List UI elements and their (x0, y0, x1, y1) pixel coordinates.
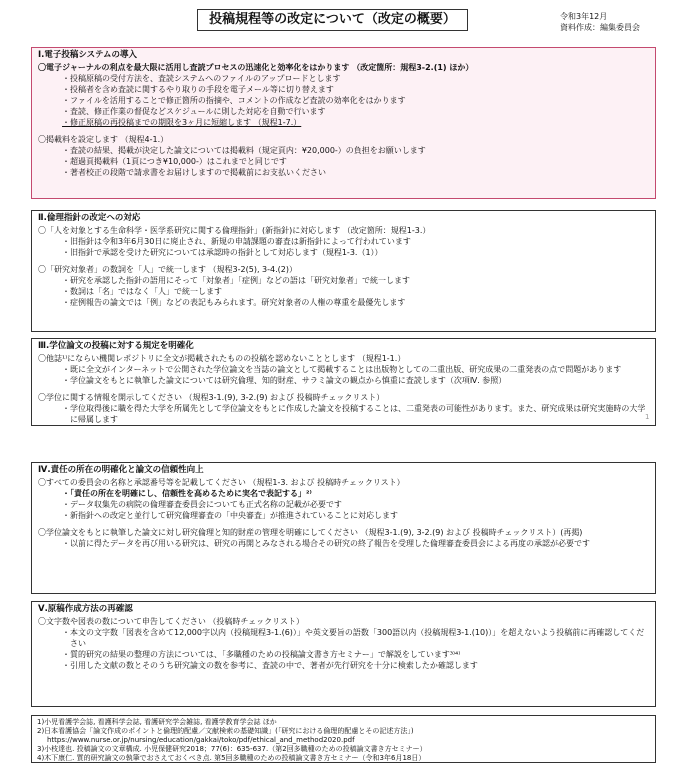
item-line: 〇他誌¹⁾にならい機関レポジトリに全文が掲載されたものの投稿を認めないこととします （規程1-1.） (38, 354, 406, 363)
page-number: 1 (645, 413, 650, 421)
item-line: 〇掲載料を設定します （規程4-1.） (38, 135, 169, 144)
item-line: 〇文字数や図表の数について申告してください （投稿時チェックリスト） (38, 617, 304, 626)
bullet-line: ・投稿者を含め査読に関するやり取りの手段を電子メール等に切り替えます (62, 85, 334, 94)
bullet-line: ・旧指針で承認を受けた研究については承認時の指針として対応します（規程1-3.（1）） (62, 248, 383, 257)
bullet-line: ・著者校正の段階で請求書をお届けしますので掲載前にお支払いください (62, 168, 326, 177)
item-line: 〇電子ジャーナルの利点を最大限に活用し査読プロセスの迅速化と効率化をはかります （改定箇所：規程3-2.(1) ほか） (38, 63, 474, 72)
bullet-line: ・投稿原稿の受付方法を、査読システムへのファイルのアップロードとします (62, 74, 341, 83)
section-heading: Ⅲ.学位論文の投稿に対する規定を明確化 (38, 341, 194, 351)
bullet-line: ・学位論文をもとに執筆した論文については研究倫理、知的財産、サラミ論文の観点から慎重に査読します（次項Ⅳ. 参照） (62, 376, 507, 385)
bullet-line: ・学位取得後に職を得た大学を所属先として学位論文をもとに作成した論文を投稿することは、二重発表の可能性があります。また、研究成果は研究実施時の大学に帰属します (62, 404, 646, 424)
bullet-line: ・質的研究の結果の整理の方法については、「多職種のための投稿論文書き方セミナー」で解説をしています³⁾⁴⁾ (62, 650, 461, 659)
item-line: 〇すべての委員会の名称と承認番号等を記載してください （規程1-3. および 投稿時チェックリスト） (38, 478, 405, 487)
section-heading: Ⅰ.電子投稿システムの導入 (38, 50, 138, 60)
reference-item: 3)小枝達也. 投稿論文の文章構成. 小児保健研究2018；77(6)：635-637.（第2回多職種のための投稿論文書き方セミナー） (37, 745, 427, 753)
bullet-line: ・旧指針は令和3年6月30日に廃止され、新規の申請課題の審査は新指針によって行われています (62, 237, 411, 246)
reference-item: 1)小児看護学会誌, 看護科学会誌, 看護研究学会雑誌, 看護学教育学会誌 ほか (37, 718, 277, 726)
section-electronic-submission (31, 47, 656, 199)
bullet-line: ・「責任の所在を明確にし、信頼性を高めるために実名で表記する」²⁾ (62, 489, 312, 498)
item-line: 〇「研究対象者」の数詞を「人」で統一します （規程3-2(5), 3-4.(2)） (38, 265, 297, 274)
item-line: 〇学位に関する情報を開示してください （規程3-1.(9), 3-2.(9) および 投稿時チェックリスト） (38, 393, 385, 402)
bullet-line: ・数詞は「名」ではなく「人」で統一します (62, 287, 222, 296)
bullet-line: ・ファイルを活用することで修正箇所の指摘や、コメントの作成など査読の効率化をはかります (62, 96, 406, 105)
item-line: 〇「人を対象とする生命科学・医学系研究に関する倫理指針」(新指針)に対応します （改定箇所：規程1-3.） (38, 226, 431, 235)
bullet-line: ・既に全文がインターネットで公開された学位論文を当誌の論文として掲載することは出版物としての二重出版、研究成果の二重発表の点で問題があります (62, 365, 622, 374)
section-responsibility (31, 462, 656, 594)
section-manuscript-format (31, 601, 656, 707)
bullet-line: ・査読の結果、掲載が決定した論文については掲載料（規定頁内：¥20,000-）の負担をお願いします (62, 146, 426, 155)
reference-url: https://www.nurse.or.jp/nursing/education/gakkai/toko/pdf/ethical_and_method2020.pdf (47, 736, 355, 744)
date-label: 令和3年12月 (560, 12, 608, 21)
page-title: 投稿規程等の改定について（改定の概要） (197, 9, 468, 31)
section-thesis-submission (31, 338, 656, 426)
bullet-line: ・症例報告の論文では「例」などの表記もみられます。研究対象者の人権の尊重を最優先します (62, 298, 406, 307)
source-label: 資料作成：編集委員会 (560, 23, 640, 32)
header-meta (560, 11, 640, 33)
bullet-line: ・修正原稿の再投稿までの期限を3ヶ月に短縮します （規程1-7.） (62, 118, 302, 127)
bullet-line: ・以前に得たデータを再び用いる研究は、研究の再開とみなされる場合その研究の終了報告を受理した倫理審査委員会による再度の承認が必要です (62, 539, 590, 548)
section-heading: Ⅳ.責任の所在の明確化と論文の信頼性向上 (38, 465, 204, 475)
references-box (31, 715, 656, 763)
section-heading: Ⅴ.原稿作成方法の再確認 (38, 604, 133, 614)
reference-item: 4)木下康仁. 質的研究論文の執筆でおさえておくべき点. 第5回多職種のための投稿論文書き方セミナー（令和3年6月18日） (37, 754, 426, 762)
bullet-line: ・研究を承認した指針の語用にそって「対象者」「症例」などの語は「研究対象者」で統一します (62, 276, 410, 285)
section-heading: Ⅱ.倫理指針の改定への対応 (38, 213, 141, 223)
bullet-line: ・新指針への改定と並行して研究倫理審査の「中央審査」が推進されていることに対応します (62, 511, 398, 520)
bullet-line: ・査読、修正作業の督促などスケジュールに則した対応を自動で行います (62, 107, 326, 116)
bullet-line: ・引用した文献の数とそのうち研究論文の数を参考に、査読の中で、著者が先行研究を十分に検索したか確認します (62, 661, 478, 670)
bullet-line: ・超過頁掲載料（1頁につき¥10,000-）はこれまでと同じです (62, 157, 287, 166)
reference-item: 2)日本看護協会「論文作成のポイントと倫理的配慮／文献検索の基礎知識」(「研究における倫理的配慮とその記述方法」) (37, 727, 414, 735)
section-ethics-guideline (31, 210, 656, 332)
bullet-line: ・データ収集先の病院の倫理審査委員会についても正式名称の記載が必要です (62, 500, 342, 509)
bullet-line: ・本文の文字数「図表を含めて12,000字以内（投稿規程3-1.(6)）」や英文要旨の語数「300語以内（投稿規程3-1.(10)）」を超えないよう投稿前に再確認してください (62, 628, 645, 648)
item-line: 〇学位論文をもとに執筆した論文に対し研究倫理と知的財産の管理を明確にしてください （規程3-1.(9), 3-2.(9) および 投稿時チェックリスト）(再掲) (38, 528, 583, 537)
